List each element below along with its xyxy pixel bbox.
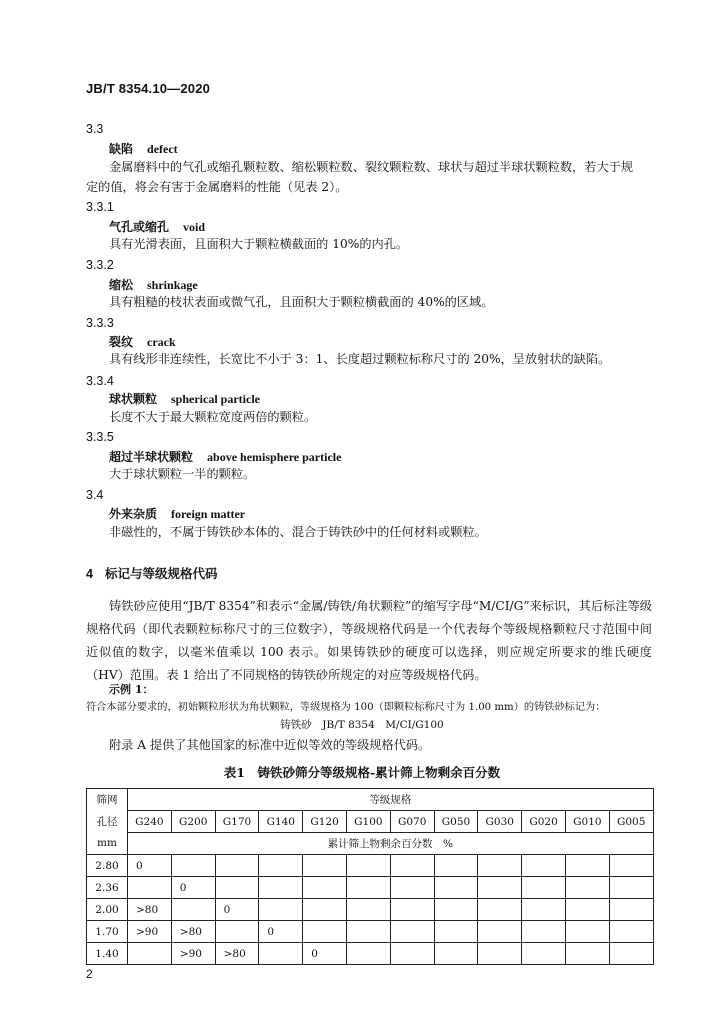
table-cell — [346, 921, 390, 943]
term-number: 3.3.3 — [86, 316, 114, 330]
table-cell — [522, 877, 566, 899]
table-cell — [565, 899, 609, 921]
table-cell — [346, 899, 390, 921]
term-zh: 球状颗粒 — [109, 392, 158, 406]
table-cell — [215, 877, 259, 899]
header-col-line: mm — [87, 833, 128, 855]
term-zh: 缩松 — [109, 278, 134, 292]
table-cell: >80 — [215, 943, 259, 965]
grade-header-cell: G070 — [390, 811, 434, 833]
table-cell: >90 — [171, 943, 215, 965]
section-number: 4 — [86, 567, 93, 581]
table-cell — [303, 855, 347, 877]
example-text: 符合本部分要求的，初始颗粒形状为角状颗粒，等级规格为 100（即颗粒标称尺寸为 1.00 mm）的铸铁砂标记为： — [86, 702, 606, 713]
table-cell — [478, 855, 522, 877]
grade-header-cell: G240 — [128, 811, 172, 833]
table-cell — [128, 943, 172, 965]
table-cell — [259, 877, 303, 899]
table-cell: >90 — [128, 921, 172, 943]
table-cell — [609, 855, 653, 877]
sieve-size-cell: 1.70 — [87, 921, 128, 943]
sieve-size-cell: 2.36 — [87, 877, 128, 899]
term-title — [109, 390, 260, 407]
table-row — [87, 899, 654, 921]
table-row — [87, 855, 654, 877]
table-cell — [390, 877, 434, 899]
table-header-row — [87, 789, 654, 811]
term-en: spherical particle — [171, 392, 260, 406]
sieve-size-cell: 2.80 — [87, 855, 128, 877]
term-en: shrinkage — [147, 278, 198, 292]
term-en: crack — [147, 335, 176, 349]
table-cell — [390, 899, 434, 921]
table-cell — [522, 855, 566, 877]
term-number: 3.3 — [86, 122, 104, 136]
sub-header: 累计筛上物剩余百分数 % — [128, 833, 654, 855]
term-number: 3.3.4 — [86, 374, 114, 388]
term-definition-line: 具有线形非连续性，长宽比不小于 3：1、长度超过颗粒标称尺寸的 20%，呈放射状的缺陷。 — [109, 352, 611, 366]
table-cell — [565, 877, 609, 899]
table-cell: 0 — [128, 855, 172, 877]
term-title — [109, 218, 205, 235]
header-col-line: 孔径 — [87, 811, 128, 833]
table-cell — [390, 921, 434, 943]
grade-header-cell: G010 — [565, 811, 609, 833]
table-cell — [522, 921, 566, 943]
table-cell — [609, 921, 653, 943]
table-cell — [390, 943, 434, 965]
table-cell — [346, 943, 390, 965]
term-en: above hemisphere particle — [207, 450, 342, 464]
table-row — [87, 943, 654, 965]
term-definition-line: 大于球状颗粒一半的颗粒。 — [109, 467, 256, 481]
table-cell — [565, 855, 609, 877]
table-cell — [478, 921, 522, 943]
term-title — [109, 505, 245, 522]
sieve-size-cell: 2.00 — [87, 899, 128, 921]
grade-header-cell: G200 — [171, 811, 215, 833]
example-marking: 铸铁砂 JB/T 8354 M/CI/G100 — [280, 719, 444, 731]
table-cell — [346, 877, 390, 899]
term-definition-line: 非磁性的，不属于铸铁砂本体的、混合于铸铁砂中的任何材料或颗粒。 — [109, 525, 487, 539]
table-cell — [434, 943, 478, 965]
term-zh: 外来杂质 — [109, 507, 158, 521]
table-cell: 0 — [215, 899, 259, 921]
table-cell — [609, 877, 653, 899]
grade-header-cell: G005 — [609, 811, 653, 833]
grade-header-cell: G030 — [478, 811, 522, 833]
example-label: 示例 1： — [109, 683, 154, 696]
section-paragraph: 铸铁砂应使用“JB/T 8354”和表示“金属/铸铁/角状颗粒”的缩写字母“M/CI/G”来标识，其后标注等级规格代码（即代表颗粒标称尺寸的三位数字），等级规格代码是一个代表每个等级规格颗粒尺寸范围中间近似值的数字，以毫米值乘以 100 表示。如果铸铁砂的硬度可以选择，则应规定所要求的维氏硬度（HV）范围。表 1 给出了不同规格的铸铁砂所规定的对应等级规格代码。 — [86, 599, 652, 682]
grade-header-cell: G170 — [215, 811, 259, 833]
term-title — [109, 333, 176, 350]
table-cell — [522, 899, 566, 921]
term-zh: 缺陷 — [109, 142, 134, 156]
grade-header-cell: G020 — [522, 811, 566, 833]
annex-note: 附录 A 提供了其他国家的标准中近似等效的等级规格代码。 — [109, 738, 431, 752]
table-cell — [522, 943, 566, 965]
table-cell — [346, 855, 390, 877]
table-cell — [478, 899, 522, 921]
term-en: void — [183, 220, 206, 234]
term-title — [109, 140, 178, 157]
term-en: foreign matter — [171, 507, 246, 521]
table-cell — [478, 877, 522, 899]
term-definition-line: 定的值，将会有害于金属磨料的性能（见表 2）。 — [86, 180, 348, 194]
table-title: 表1 铸铁砂筛分等级规格-累计筛上物剩余百分数 — [223, 765, 501, 780]
table-cell: 0 — [171, 877, 215, 899]
table-cell — [215, 921, 259, 943]
sieve-grading-table — [86, 788, 654, 965]
term-definition-line: 具有粗糙的枝状表面或微气孔，且面积大于颗粒横截面的 40%的区域。 — [109, 295, 494, 309]
table-row — [87, 921, 654, 943]
term-number: 3.4 — [86, 488, 104, 502]
table-cell — [171, 855, 215, 877]
term-number: 3.3.2 — [86, 258, 114, 272]
table-cell: >80 — [171, 921, 215, 943]
term-en: defect — [147, 142, 178, 156]
table-cell — [259, 855, 303, 877]
table-header-row — [87, 833, 654, 855]
table-cell — [390, 855, 434, 877]
grade-header-cell: G120 — [303, 811, 347, 833]
table-cell — [434, 877, 478, 899]
table-cell — [259, 943, 303, 965]
table-cell — [434, 921, 478, 943]
document-code: JB/T 8354.10—2020 — [86, 81, 211, 96]
section-title: 标记与等级规格代码 — [104, 566, 218, 581]
page-number: 2 — [86, 967, 93, 981]
term-definition-line: 金属磨料中的气孔或缩孔颗粒数、缩松颗粒数、裂纹颗粒数、球状与超过半球状颗粒数，若大于规 — [109, 160, 634, 174]
table-cell — [303, 899, 347, 921]
table-cell: >80 — [128, 899, 172, 921]
term-number: 3.3.1 — [86, 200, 114, 214]
term-zh: 裂纹 — [109, 335, 134, 349]
table-cell — [128, 877, 172, 899]
table-cell — [171, 899, 215, 921]
table-cell — [434, 899, 478, 921]
term-number: 3.3.5 — [86, 430, 114, 444]
section-heading — [86, 564, 217, 582]
term-definition-line: 长度不大于最大颗粒宽度两倍的颗粒。 — [109, 410, 317, 424]
table-cell — [215, 855, 259, 877]
grade-header-cell: G100 — [346, 811, 390, 833]
table-cell — [565, 921, 609, 943]
table-cell: 0 — [259, 921, 303, 943]
sieve-size-cell: 1.40 — [87, 943, 128, 965]
header-col-line: 筛网 — [87, 789, 128, 811]
term-title — [109, 448, 341, 465]
table-cell — [303, 921, 347, 943]
table-cell — [259, 899, 303, 921]
table-cell — [478, 943, 522, 965]
group-header: 等级规格 — [128, 789, 654, 811]
table-row — [87, 877, 654, 899]
table-cell — [565, 943, 609, 965]
table-cell — [303, 877, 347, 899]
term-zh: 气孔或缩孔 — [109, 220, 170, 234]
term-title — [109, 276, 198, 293]
term-definition-line: 具有光滑表面，且面积大于颗粒横截面的 10%的内孔。 — [109, 237, 409, 251]
table-cell: 0 — [303, 943, 347, 965]
table-cell — [609, 899, 653, 921]
grade-header-cell: G050 — [434, 811, 478, 833]
grade-header-cell: G140 — [259, 811, 303, 833]
table-header-row — [87, 811, 654, 833]
term-zh: 超过半球状颗粒 — [109, 450, 194, 464]
table-cell — [434, 855, 478, 877]
table-cell — [609, 943, 653, 965]
